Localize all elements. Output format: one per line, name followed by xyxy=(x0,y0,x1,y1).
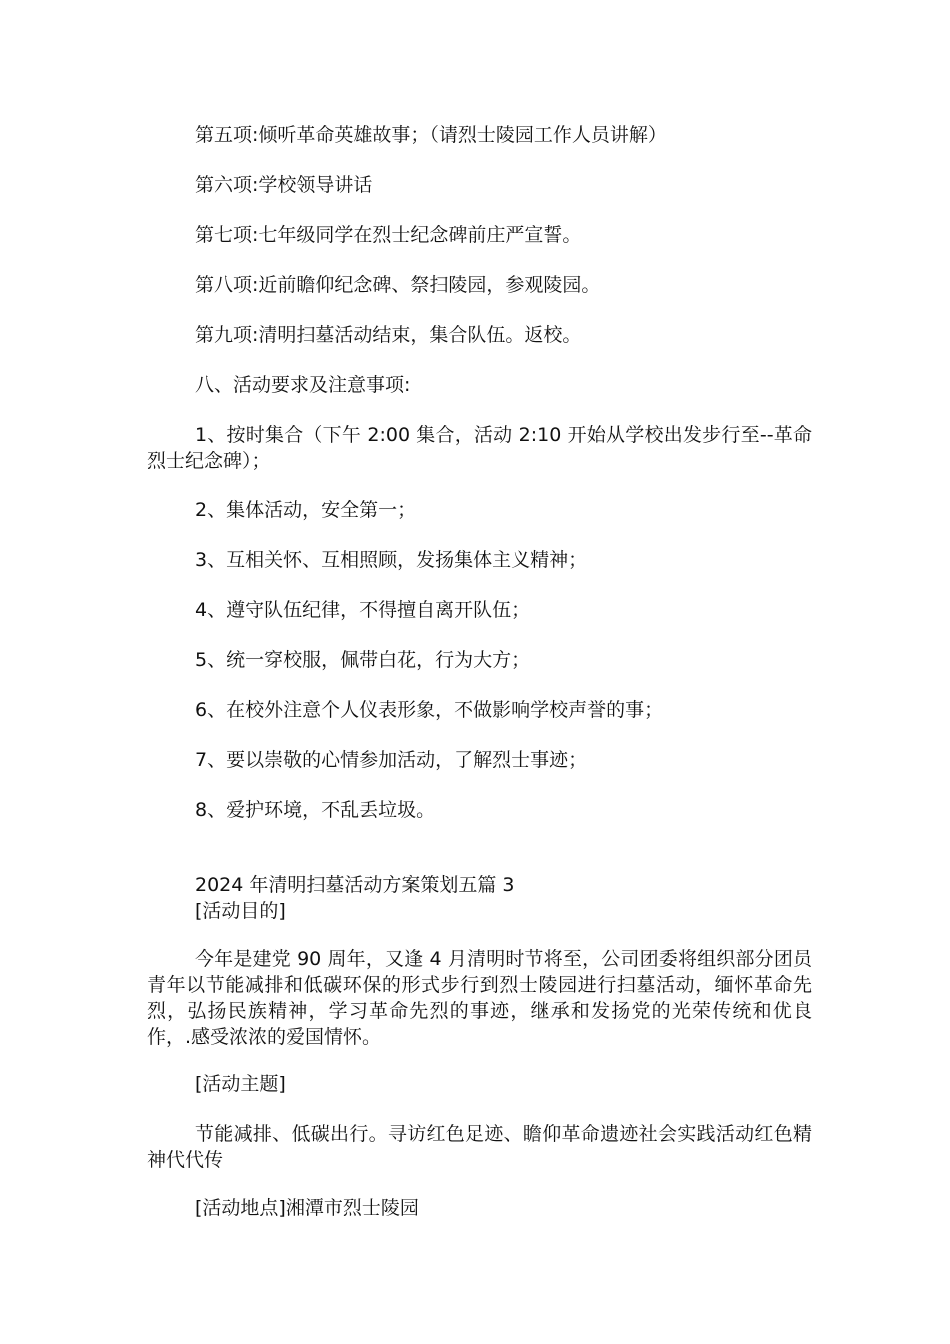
program-item-5: 第五项:倾听革命英雄故事；（请烈士陵园工作人员讲解） xyxy=(195,124,667,146)
program-item-7: 第七项:七年级同学在烈士纪念碑前庄严宣誓。 xyxy=(195,224,582,246)
section-heading: 八、活动要求及注意事项: xyxy=(195,374,411,396)
program-item-9: 第九项:清明扫墓活动结束，集合队伍。返校。 xyxy=(195,324,582,346)
purpose-paragraph: 今年是建党 90 周年，又逢 4 月清明时节将至，公司团委将组织部分团员青年以节能减排和低碳环保的形式步行到烈士陵园进行扫墓活动，缅怀革命先烈，弘扬民族精神，学习革命先烈的事迹，继承和发扬党的光荣传统和优良作，.感受浓浓的爱国情怀。 xyxy=(147,948,812,1048)
article-title: 2024 年清明扫墓活动方案策划五篇 3 xyxy=(195,874,515,896)
location-line: [活动地点]湘潭市烈士陵园 xyxy=(195,1197,419,1219)
rule-item: 6、在校外注意个人仪表形象，不做影响学校声誉的事； xyxy=(195,699,664,721)
program-item-8: 第八项:近前瞻仰纪念碑、祭扫陵园，参观陵园。 xyxy=(195,274,601,296)
theme-label: [活动主题] xyxy=(195,1073,286,1095)
rule-item: 1、按时集合（下午 2:00 集合，活动 2:10 开始从学校出发步行至--革命烈士纪念碑）； xyxy=(147,424,812,472)
program-item-6: 第六项:学校领导讲话 xyxy=(195,174,373,196)
rule-item: 8、爱护环境，不乱丢垃圾。 xyxy=(195,799,436,821)
rule-item: 3、互相关怀、互相照顾，发扬集体主义精神； xyxy=(195,549,588,571)
rule-item: 2、集体活动，安全第一； xyxy=(195,499,417,521)
rule-item: 7、要以崇敬的心情参加活动，了解烈士事迹； xyxy=(195,749,588,771)
theme-paragraph: 节能减排、低碳出行。寻访红色足迹、瞻仰革命遗迹社会实践活动红色精神代代传 xyxy=(147,1123,812,1171)
rule-item: 5、统一穿校服，佩带白花，行为大方； xyxy=(195,649,531,671)
purpose-label: [活动目的] xyxy=(195,900,286,922)
rule-item: 4、遵守队伍纪律，不得擅自离开队伍； xyxy=(195,599,531,621)
